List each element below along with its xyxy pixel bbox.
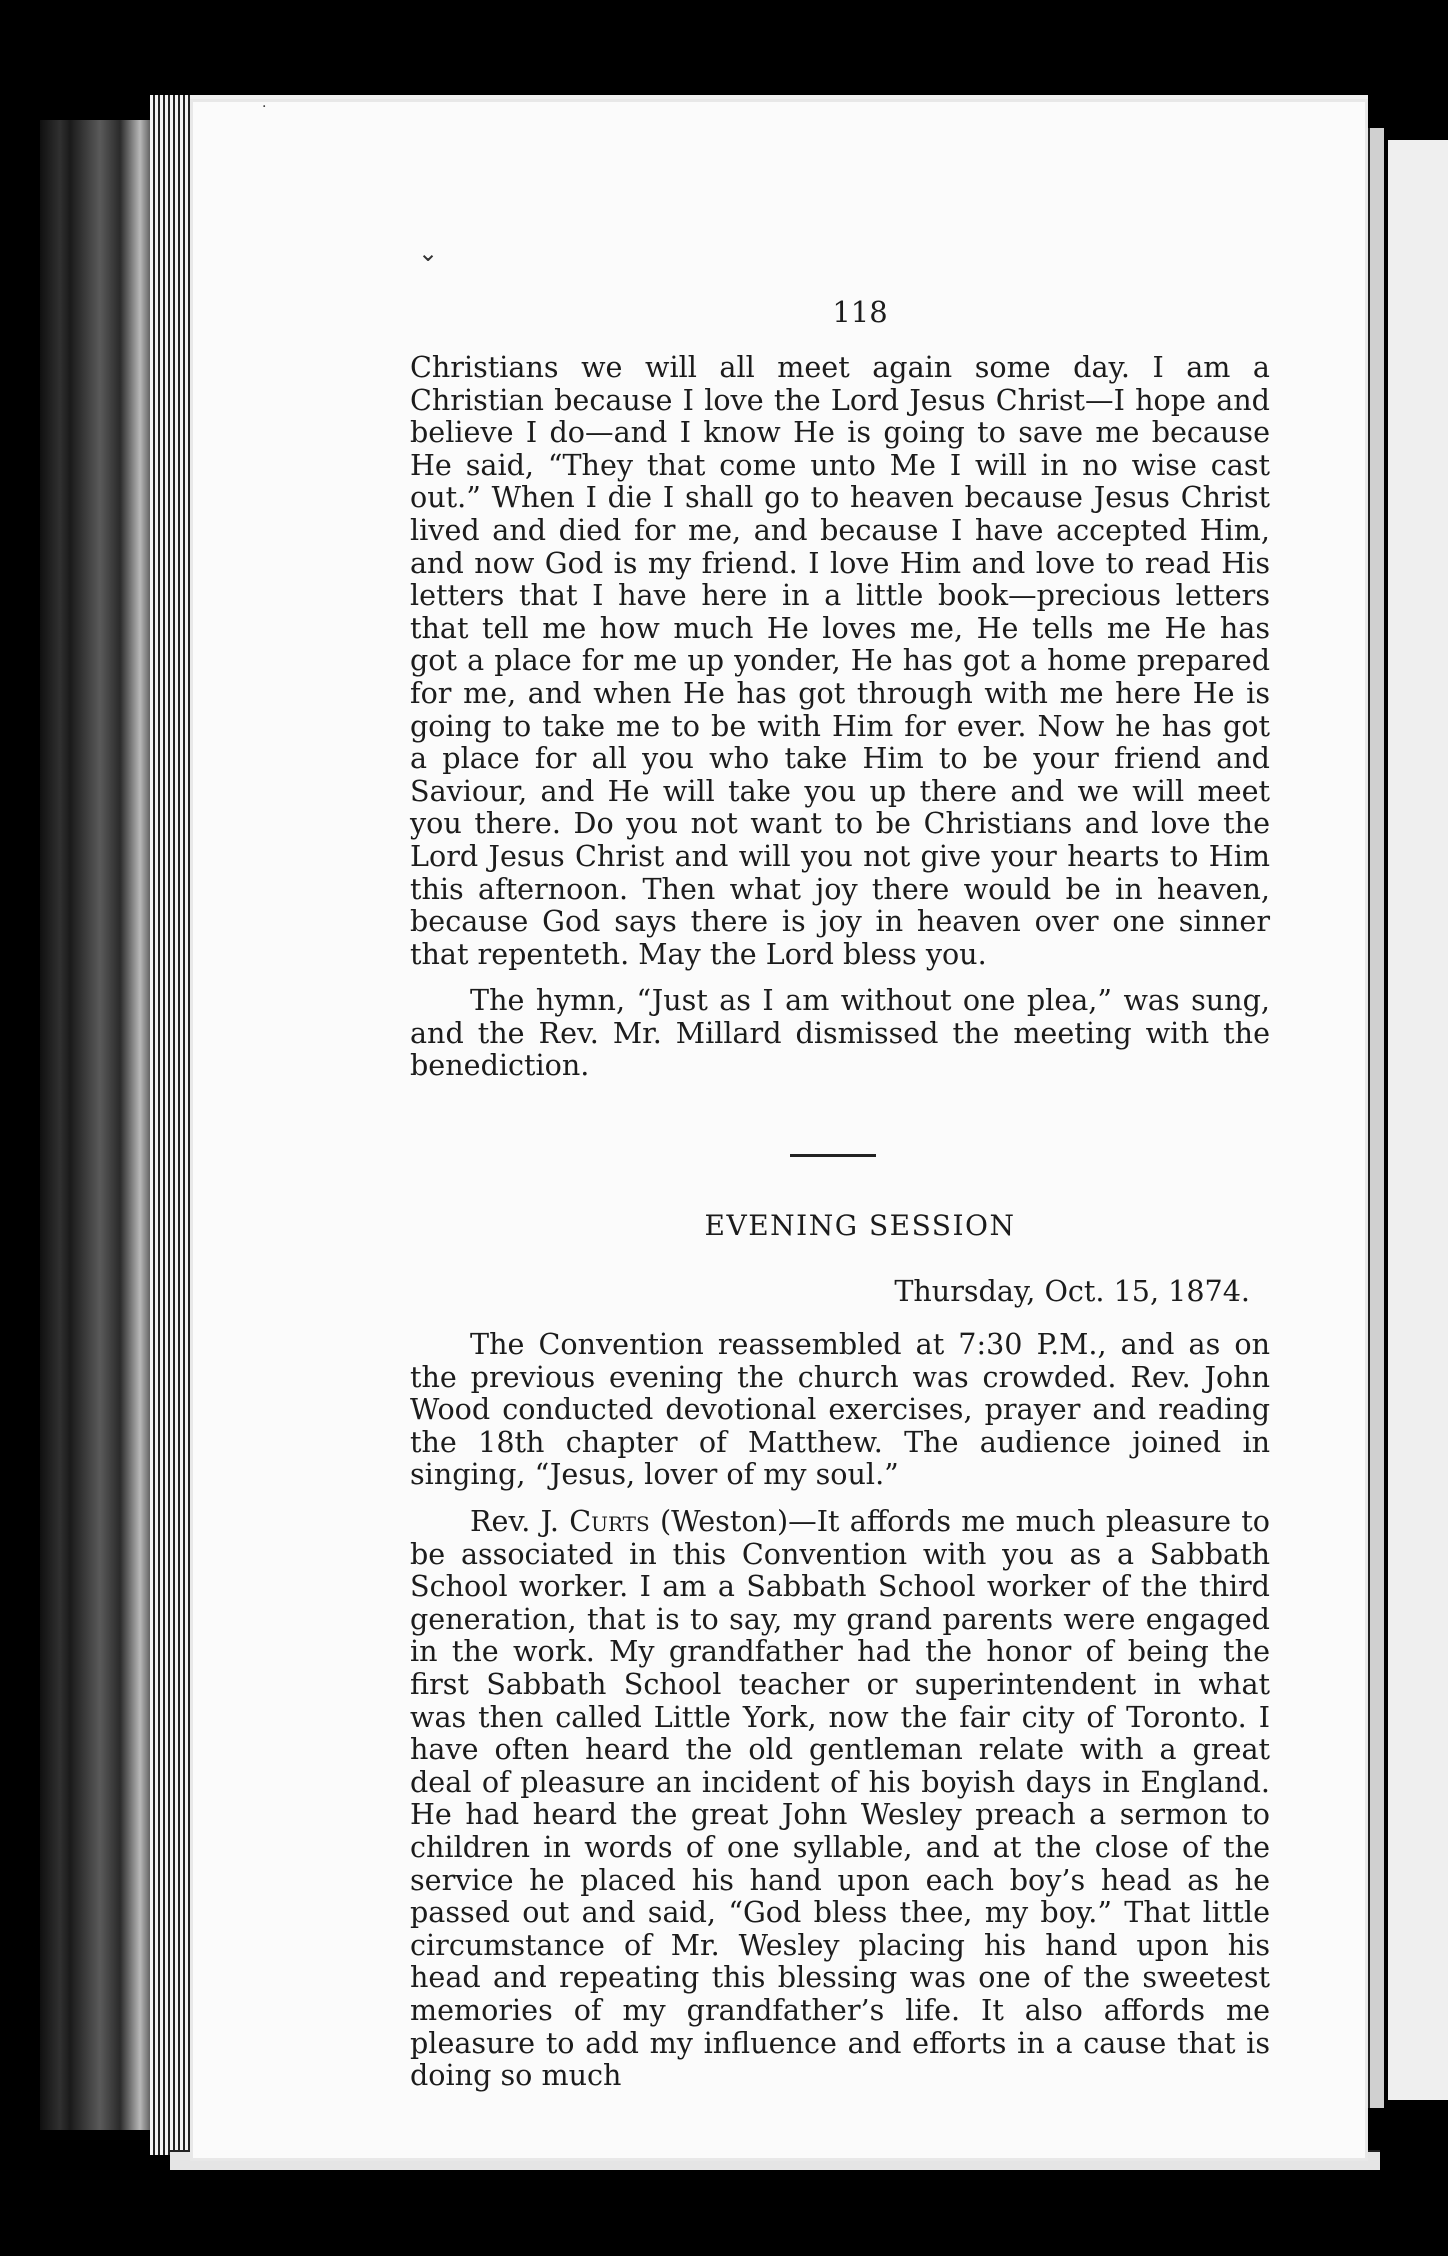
page-content (410, 295, 1270, 2092)
speaker-name: Curts (569, 1504, 650, 1539)
section-heading: EVENING SESSION (704, 1209, 1016, 1243)
ink-speck: · (262, 99, 267, 115)
ink-speck: ⌄ (418, 239, 439, 267)
speaker-prefix: Rev. J. (470, 1504, 570, 1539)
body-paragraph: Christians we will all meet again some day. I am a Christian because I love the Lord Jesus Christ—I hope and believe I do—and I know He is going to save me because He said, “They that come unto Me I will in no wise cast out.” When I die I shall go to heaven because Jesus Christ lived and died for me, and because I have accepted Him, and now God is my friend. I love Him and love to read His letters that I have here in a little book—precious letters that tell me how much He loves me, He tells me He has got a place for me up yonder, He has got a home prepared for me, and when He has got through with me here He is going to take me to be with Him for ever. Now he has got a place for all you who take Him to be your friend and Saviour, and He will take you up there and we will meet you there. Do you not want to be Christians and love the Lord Jesus Christ and will you not give your hearts to Him this afternoon. Then what joy there would be in heaven, because God says there is joy in heaven over one sinner that repenteth. May the Lord bless you. (410, 350, 1270, 971)
speech-text: (Weston)—It affords me much pleasure to be associated in this Convention with you as a Sabbath School worker. I am a Sabbath School worker of the third generation, that is to say, my grand parents were engaged in the work. My grandfather had the honor of being the first Sabbath School teacher or superintendent in what was then called Little York, now the fair city of Toronto. I have often heard the old gentleman relate with a great deal of pleasure an incident of his boyish days in England. He had heard the great John Wesley preach a sermon to children in words of one syllable, and at the close of the service he placed his hand upon each boy’s head as he passed out and said, “God bless thee, my boy.” That little circumstance of Mr. Wesley placing his hand upon his head and repeating this blessing was one of the sweetest memories of my grandfather’s life. It also affords me pleasure to add my influence and efforts in a cause that is doing so much (410, 1504, 1270, 2093)
session-date: Thursday, Oct. 15, 1874. (894, 1274, 1250, 1309)
body-paragraph: The hymn, “Just as I am without one plea,” was sung, and the Rev. Mr. Millard dismissed the meeting with the benediction. (410, 983, 1270, 1083)
section-divider (790, 1154, 876, 1157)
body-paragraph: The Convention reassembled at 7:30 P.M., and as on the previous evening the church was crowded. Rev. John Wood conducted devotional exercises, prayer and reading the 18th chapter of Matthew. The audience joined in singing, “Jesus, lover of my soul.” (410, 1327, 1270, 1492)
right-page-edge (1368, 128, 1384, 2108)
page-stack-edges (150, 95, 190, 2155)
facing-page (1388, 140, 1448, 2100)
speech-paragraph (410, 1505, 1270, 2092)
page-number: 118 (832, 295, 888, 329)
